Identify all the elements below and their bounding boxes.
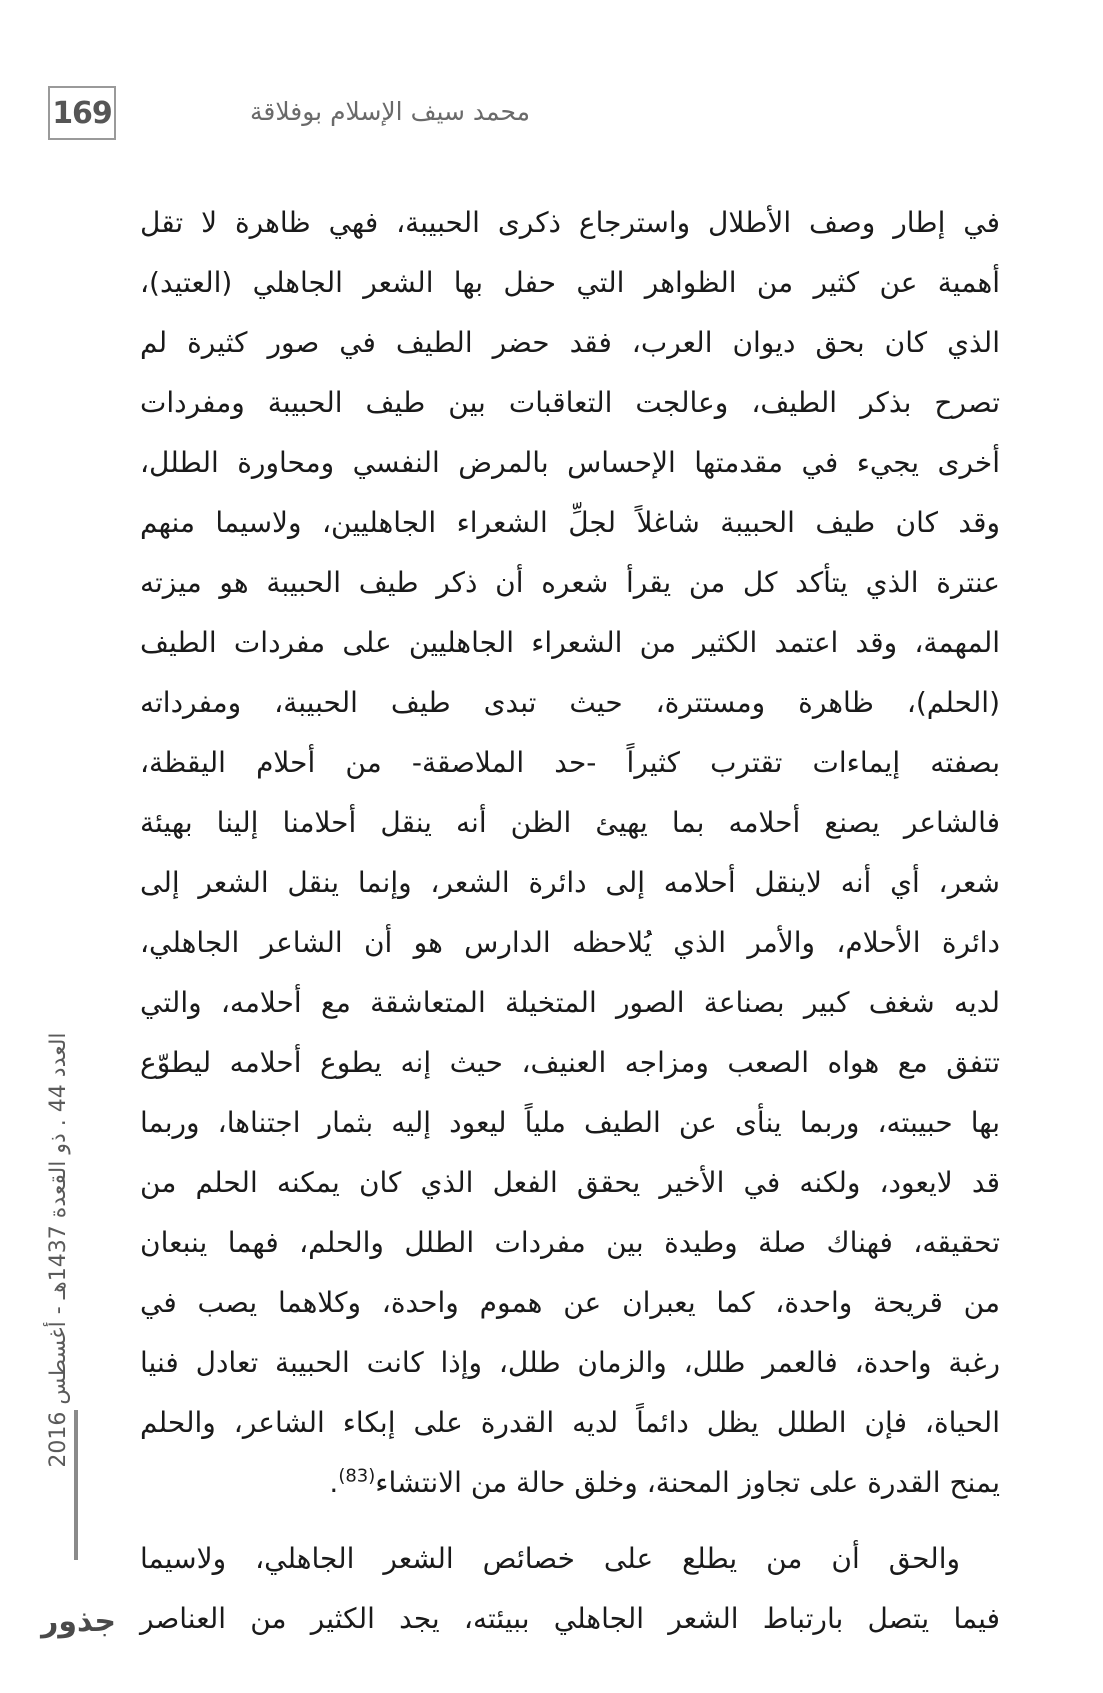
journal-logo: جذور xyxy=(41,1604,116,1639)
text-line: المهمة، وقد اعتمد الكثير من الشعراء الجاهليين على مفردات الطيف xyxy=(140,626,1000,659)
sidebar-divider xyxy=(74,1410,78,1560)
text-line: (الحلم)، ظاهرة ومستترة، حيث تبدى طيف الحبيبة، ومفرداته xyxy=(140,686,1000,719)
article-body xyxy=(140,193,1000,1649)
footnote-reference[interactable]: (83) xyxy=(338,1465,376,1487)
text-line: قد لايعود، ولكنه في الأخير يحقق الفعل الذي كان يمكنه الحلم من xyxy=(140,1166,1000,1199)
text-line: والحق أن من يطلع على خصائص الشعر الجاهلي، ولاسيما xyxy=(140,1542,960,1575)
text-line: دائرة الأحلام، والأمر الذي يُلاحظه الدارس هو أن الشاعر الجاهلي، xyxy=(140,926,1000,959)
text-line: عنترة الذي يتأكد كل من يقرأ شعره أن ذكر طيف الحبيبة هو ميزته xyxy=(140,566,1000,599)
text-line: في إطار وصف الأطلال واسترجاع ذكرى الحبيبة، فهي ظاهرة لا تقل xyxy=(140,206,1000,239)
text-line: رغبة واحدة، فالعمر طلل، والزمان طلل، وإذا كانت الحبيبة تعادل فنيا xyxy=(140,1346,1000,1379)
text-line: من قريحة واحدة، كما يعبران عن هموم واحدة، وكلاهما يصب في xyxy=(140,1286,1000,1319)
text-line: تحقيقه، فهناك صلة وطيدة بين مفردات الطلل والحلم، فهما ينبعان xyxy=(140,1226,1000,1259)
paragraph-gap xyxy=(140,1513,1000,1529)
issue-info: العدد 44 . ذو القعدة 1437هـ - أغسطس 2016 xyxy=(46,1032,71,1468)
text-line: فيما يتصل بارتباط الشعر الجاهلي ببيئته، يجد الكثير من العناصر xyxy=(140,1602,1000,1635)
text-line: بها حبيبته، وربما ينأى عن الطيف ملياً ليعود إليه بثمار اجتناها، وربما xyxy=(140,1106,1000,1139)
text-line: تصرح بذكر الطيف، وعالجت التعاقبات بين طيف الحبيبة ومفردات xyxy=(140,386,1000,419)
text-line: أخرى يجيء في مقدمتها الإحساس بالمرض النفسي ومحاورة الطلل، xyxy=(140,446,1000,479)
text-line: الحياة، فإن الطلل يظل دائماً لديه القدرة على إبكاء الشاعر، والحلم xyxy=(140,1406,1000,1439)
page-number: 169 xyxy=(48,86,116,140)
paragraph-end-period: . xyxy=(329,1466,339,1499)
text-line-last xyxy=(140,1453,1000,1513)
text-line: شعر، أي أنه لاينقل أحلامه إلى دائرة الشعر، وإنما ينقل الشعر إلى xyxy=(140,866,1000,899)
text-line: لديه شغف كبير بصناعة الصور المتخيلة المتعاشقة مع أحلامه، والتي xyxy=(140,986,1000,1019)
running-header-author: محمد سيف الإسلام بوفلاقة xyxy=(250,97,530,126)
text-line: فالشاعر يصنع أحلامه بما يهيئ الظن أنه ينقل أحلامنا إلينا بهيئة xyxy=(140,806,1000,839)
text-line: الذي كان بحق ديوان العرب، فقد حضر الطيف في صور كثيرة لم xyxy=(140,326,1000,359)
text-line: بصفته إيماءات تقترب كثيراً -حد الملاصقة- من أحلام اليقظة، xyxy=(140,746,1000,779)
text-line: وقد كان طيف الحبيبة شاغلاً لجلِّ الشعراء الجاهليين، ولاسيما منهم xyxy=(140,506,1000,539)
text-line: تتفق مع هواه الصعب ومزاجه العنيف، حيث إنه يطوع أحلامه ليطوّع xyxy=(140,1046,1000,1079)
paragraph-end-text: يمنح القدرة على تجاوز المحنة، وخلق حالة من الانتشاء xyxy=(375,1466,1000,1499)
text-line: أهمية عن كثير من الظواهر التي حفل بها الشعر الجاهلي (العتيد)، xyxy=(140,266,1000,299)
